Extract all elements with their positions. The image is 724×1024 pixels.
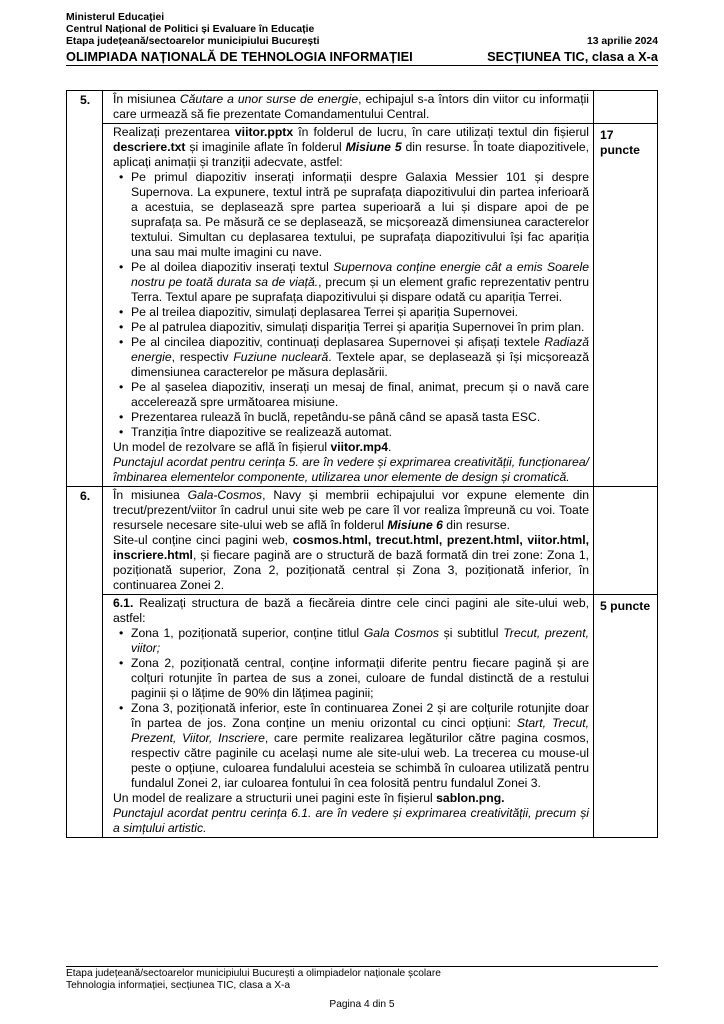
task6-pages: Site-ul conține cinci pagini web, cosmos.html, trecut.html, prezent.html, viitor.html, inscriere.html, și fiecare pagină are o structură de bază formată din trei zone: Zona 1, poziționată superior, Zona 2, poziționată central și Zona 3, poziționată inferior, în continuarea Zonei 2. — [113, 533, 589, 592]
center-name: Centrul Național de Politici și Evaluare în Educație — [66, 24, 315, 36]
task5-intro: În misiunea Căutare a unor surse de energie, echipajul s-a întors din viitor cu informații care urmează să fie prezentate Comandamentului Central. — [103, 91, 594, 124]
task6-1-zone-2: • Zona 2, poziționată central, conține informații diferite pentru fiecare pagină și are colțuri rotunjite în partea de sus a zonei, culoare de fundal distinctă de a restului paginii și o lățime de 90% din lățimea paginii; — [113, 656, 589, 701]
task5-body — [103, 124, 594, 487]
task6-1-row — [67, 595, 658, 838]
page-number: Pagina 4 din 5 — [329, 998, 395, 1010]
stage-name: Etapa județeană/sectoarelor municipiului București — [66, 36, 320, 48]
task6-1-zone-3: • Zona 3, poziționată inferior, este în continuarea Zonei 2 și are colțurile rotunjite doar în partea de jos. Zona conține un meniu orizontal cu cinci opțiuni: Start, Trecut, Prezent, Viitor, Inscriere, care permite realizarea legăturilor către pagina cosmos, respectiv către paginile cu același nume ale site-ului web. La trecerea cu mouse-ul peste o opțiune, culoarea fundalului acesteia se schimbă în culoarea utilizată pentru fundalul Zonei 2, iar culoarea fontului în cea folosită pentru fundalul Zonei 3. — [113, 701, 589, 791]
task6-intro: În misiunea Gala-Cosmos, Navy și membrii echipajului vor expune elemente din trecut/prezent/viitor în cadrul unui site web pe care îl vor realiza împreună cu voi. Toate resursele necesare site-ului web se află în folderul Misiune 6 din resurse. Site-ul conține cinci pagini web, cosmos.html, trecut.html, prezent.html, viitor.html, inscriere.html, și fiecare pagină are o structură de bază formată din trei zone: Zona 1, poziționată superior, Zona 2, poziționată central și Zona 3, poziționată inferior, în continuarea Zonei 2. — [103, 487, 594, 595]
page-header — [66, 12, 658, 66]
task5-bullet-4: • Pe al patrulea diapozitiv, simulați dispariția Terrei și apariția Supernovei în prim plan. — [113, 320, 589, 335]
task5-model: Un model de rezolvare se află în fișierul viitor.mp4. — [113, 440, 392, 454]
task5-scoring-note: Punctajul acordat pentru cerința 5. are în vedere și exprimarea creativității, funcționarea/îmbinarea elementelor componente, utilizarea unor elemente de design și cromatică. — [113, 455, 589, 484]
task6-1-requirement: 6.1. Realizați structura de bază a fiecăreia dintre cele cinci pagini ale site-ului web, astfel: — [113, 596, 589, 625]
footer-divider — [66, 966, 658, 967]
task5-bullet-7: • Prezentarea rulează în buclă, repetându-se până când se apasă tasta ESC. — [113, 410, 589, 425]
task5-body-row — [67, 124, 658, 487]
task6-1-zone-1: • Zona 1, poziționată superior, conține titlul Gala Cosmos și subtitlul Trecut, prezent, viitor; — [113, 626, 589, 656]
task5-bullet-8: • Tranziția între diapozitive se realizează automat. — [113, 425, 589, 440]
task5-bullet-1: • Pe primul diapozitiv inserați informații despre Galaxia Messier 101 și despre Supernova. La expunere, textul intră pe suprafața diapozitivului din partea inferioară a acestuia, se deplasează spre partea superioară a lui și dispare apoi de pe suprafața sa. Pe măsură ce se deplasează, se micșorează dimensiunea caracterelor textului. Simultan cu deplasarea textului, pe suprafața diapozitivului își fac apariția una sau mai multe imagini cu nave. — [113, 170, 589, 260]
task5-bullet-6: • Pe al șaselea diapozitiv, inserați un mesaj de final, animat, precum și o navă care accelerează spre următoarea misiune. — [113, 380, 589, 410]
task6-1-points: 5 puncte — [594, 595, 658, 838]
olympiad-title: OLIMPIADA NAȚIONALĂ DE TEHNOLOGIA INFORMAȚIEI — [66, 48, 413, 64]
task5-intro-row — [67, 91, 658, 124]
task5-number: 5. — [67, 91, 103, 487]
task5-bullet-5: • Pe al cincilea diapozitiv, continuați deplasarea Supernovei și afișați textele Radiază energie, respectiv Fuziune nucleară. Textele apar, se deplasează și își micșorează dimensiunea caracterelor pe măsura deplasării. — [113, 335, 589, 380]
page-footer — [66, 966, 658, 1011]
task6-1-scoring-note: Punctajul acordat pentru cerința 6.1. are în vedere și exprimarea creativității, precum și a simțului artistic. — [113, 806, 589, 835]
task6-number: 6. — [67, 487, 103, 838]
header-divider — [66, 65, 658, 66]
ministry-name: Ministerul Educației — [66, 12, 165, 23]
task5-bullet-3: • Pe al treilea diapozitiv, simulați deplasarea Terrei și apariția Supernovei. — [113, 305, 589, 320]
exam-date: 13 aprilie 2024 — [586, 36, 658, 48]
section-title: SECȚIUNEA TIC, clasa a X-a — [487, 48, 658, 64]
task6-intro-row — [67, 487, 658, 595]
footer-stage: Etapa județeană/sectoarelor municipiului București a olimpiadelor naționale școlare — [66, 968, 441, 979]
footer-subject: Tehnologia informației, secțiunea TIC, clasa a X-a — [66, 980, 291, 992]
tasks-table — [66, 90, 658, 838]
task5-points: 17 puncte — [594, 124, 658, 487]
task5-bullet-2: • Pe al doilea diapozitiv inserați textul Supernova conține energie cât a emis Soarele nostru pe toată durata sa de viață., precum și un element grafic reprezentativ pentru Terra. Textul apare pe suprafața diapozitivului și dispare odată cu apariția Terrei. — [113, 260, 589, 305]
task6-1-body — [103, 595, 594, 838]
task5-requirement: Realizați prezentarea viitor.pptx în folderul de lucru, în care utilizați textul din fișierul descriere.txt și imaginile aflate în folderul Misiune 5 din resurse. În toate diapozitivele, aplicați animații și tranziții adecvate, astfel: — [113, 125, 589, 169]
task6-1-model: Un model de realizare a structurii unei pagini este în fișierul sablon.png. — [113, 791, 505, 805]
